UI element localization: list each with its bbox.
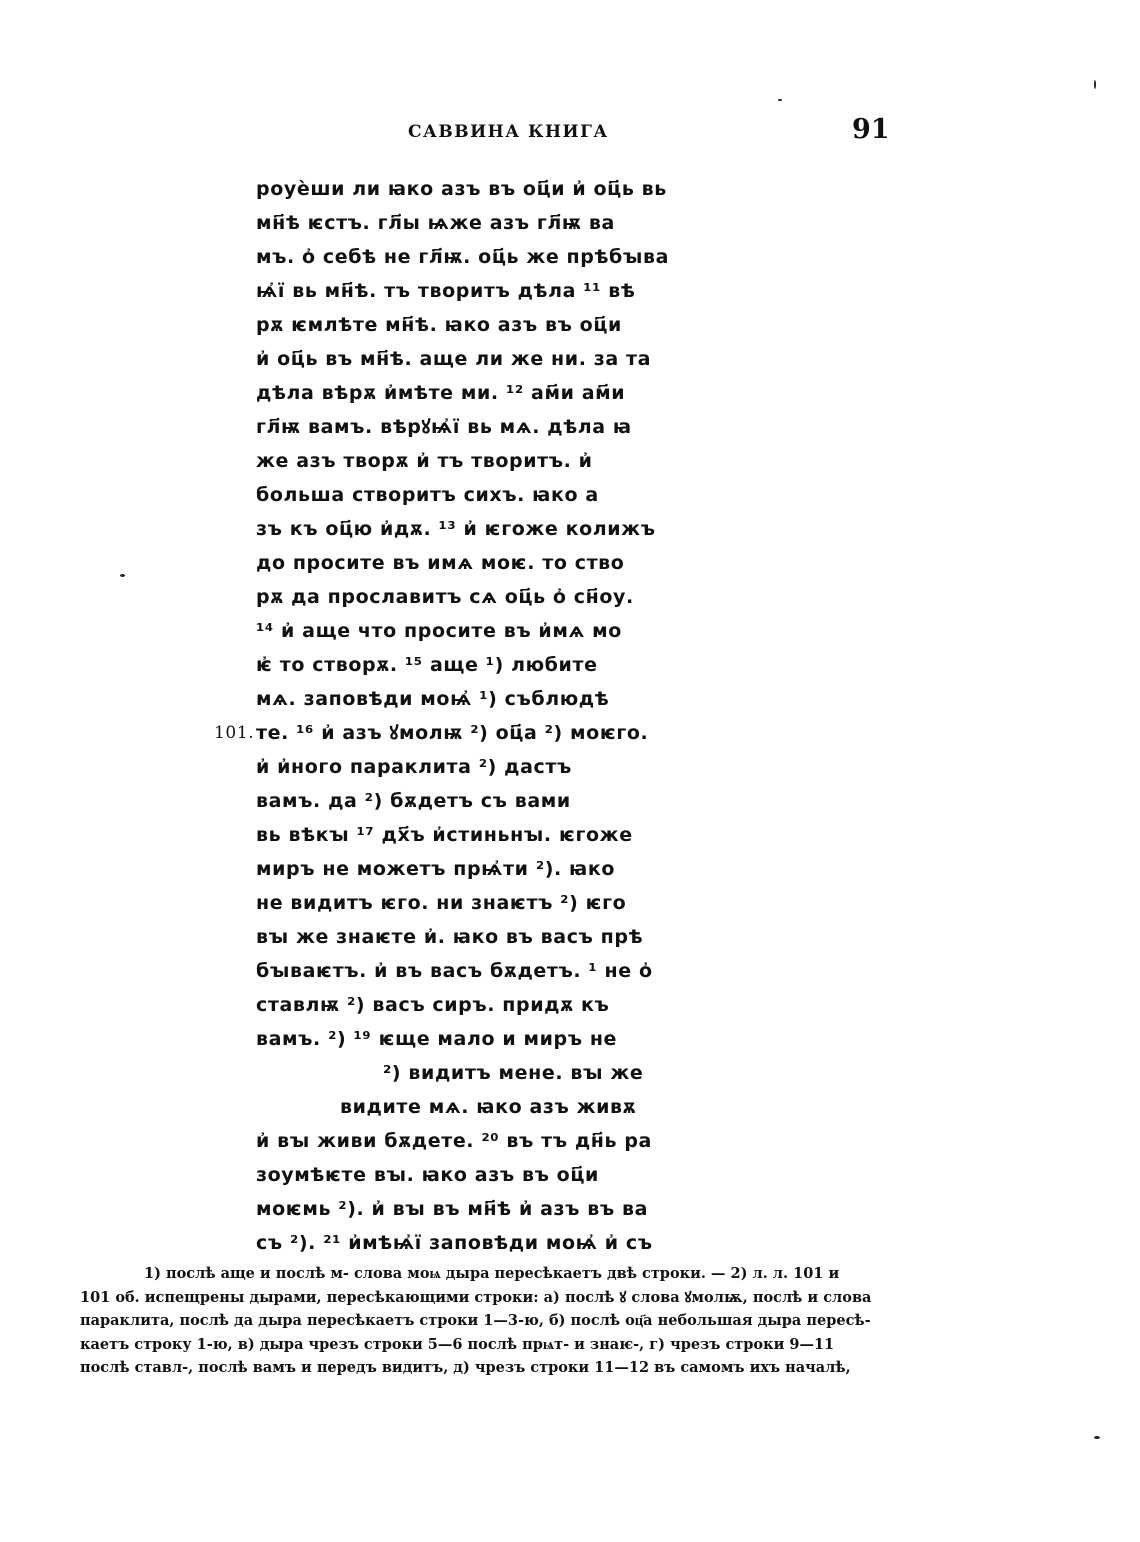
text-line: же азъ творѫ и҆ тъ творитъ. и҆ [256,450,593,472]
text-line: зъ къ оц҃ю и҆дѫ. ¹³ и҆ ѥгоже колижъ [256,518,656,540]
text-line: и҆ вꙑ живи бѫдете. ²⁰ въ тъ дн҃ь ра [256,1130,652,1152]
text-line-with-margin-number [214,716,686,750]
text-line: зоумѣѥте вꙑ. ꙗко азъ въ оц҃и [256,1164,599,1186]
text-line: мѧ. заповѣди моѩ҆ ¹) съблюдѣ [256,688,610,710]
text-line: и҆ и҆ного параклита ²) дастъ [256,756,572,778]
text-line: миръ не можетъ прѩ҆ти ²). ꙗко [256,858,616,880]
page-number: 91 [852,114,890,145]
text-line-content: те. ¹⁶ и҆ азъ ꙋмолѭ ²) оц҃а ²) моѥго. [256,722,649,744]
text-line: больша створитъ сихъ. ꙗко а [256,484,599,506]
footnote-line: каетъ строку 1-ю, в) дыра чрезъ строки 5—6 послѣ прѩт- и знаѥ-, г) чрезъ строки 9—11 [80,1335,835,1353]
text-line: и҆ оц҃ь въ мн҃ѣ. аще ли же ни. за та [256,348,652,370]
footnote-line: параклита, послѣ да дыра пересѣкаетъ строки 1—3-ю, б) послѣ оц҃а небольшая дыра пересѣ- [80,1312,871,1329]
text-line: рѫ да прославитъ сѧ оц҃ь о҆ сн҃оу. [256,586,634,608]
scan-speck [1094,1436,1100,1439]
text-line: вамъ. ²) ¹⁹ ѥще мало и миръ не [256,1028,618,1050]
text-line: гл҃ѭ вамъ. вѣрꙋѩ҆ї вь мѧ. дѣла ꙗ [256,416,632,438]
text-line: ѥ҆ то створѫ. ¹⁵ аще ¹) любите [256,654,598,676]
text-line: роуѐши ли ꙗко азъ въ оц҃и и҆ оц҃ь вь [256,178,667,200]
scan-speck [120,574,125,577]
main-text [214,172,686,1260]
scan-speck [1094,80,1096,89]
text-line: съ ²). ²¹ и҆мѣѩ҆ї заповѣди моѩ҆ и҆ съ [256,1232,653,1254]
text-line: ¹⁴ и҆ аще что просите въ и҆мѧ мо [256,620,622,642]
text-line: ѩ҆ї вь мн҃ѣ. тъ творитъ дѣла ¹¹ вѣ [256,280,636,302]
footnote-line: послѣ ставл-, послѣ вамъ и передъ видитъ, д) чрезъ строки 11—12 въ самомъ ихъ началѣ, [80,1359,851,1376]
text-line: не видитъ ѥго. ни знаѥтъ ²) ѥго [256,892,627,914]
text-line: ставлѭ ²) васъ сиръ. придѫ къ [256,994,610,1016]
text-line: до просите въ имѧ моѥ. то ство [256,552,625,574]
text-line: мн҃ѣ ѥстъ. гл҃ы ѩже азъ гл҃ѭ ва [256,212,615,234]
text-line-indented: видите мѧ. ꙗко азъ живѫ [340,1096,637,1118]
text-line: вамъ. да ²) бѫдетъ съ вами [256,790,571,812]
text-line-indented: ²) видитъ мене. вꙑ же [383,1062,644,1084]
scan-speck [778,99,782,101]
text-line: вь вѣкꙑ ¹⁷ дх҃ъ и҆стиньнꙑ. ѥгоже [256,824,633,846]
text-line: дѣла вѣрѫ и҆мѣте ми. ¹² ам҃и ам҃и [256,382,626,404]
footnote-line: 1) послѣ аще и послѣ м- слова моѩ дыра пересѣкаетъ двѣ строки. — 2) л. л. 101 и [144,1265,840,1282]
text-line: мъ. о҆ себѣ не гл҃ѭ. оц҃ь же прѣбꙑва [256,246,670,268]
text-line: вꙑ же знаѥте и҆. ꙗко въ васъ прѣ [256,926,644,948]
footnotes [80,1262,890,1380]
text-line: рѫ ѥмлѣте мн҃ѣ. ꙗко азъ въ оц҃и [256,314,622,336]
text-line: бꙑваѥтъ. и҆ въ васъ бѫдетъ. ¹ не о҆ [256,960,653,982]
running-title: САВВИНА КНИГА [408,122,609,142]
footnote-line: 101 об. испещрены дырами, пересѣкающими строки: а) послѣ ꙋ слова ꙋмолѭ, послѣ и слова [80,1288,872,1306]
margin-folio-number: 101. [214,723,255,743]
text-line: моѥмь ²). и҆ вꙑ въ мн҃ѣ и҆ азъ въ ва [256,1198,649,1220]
